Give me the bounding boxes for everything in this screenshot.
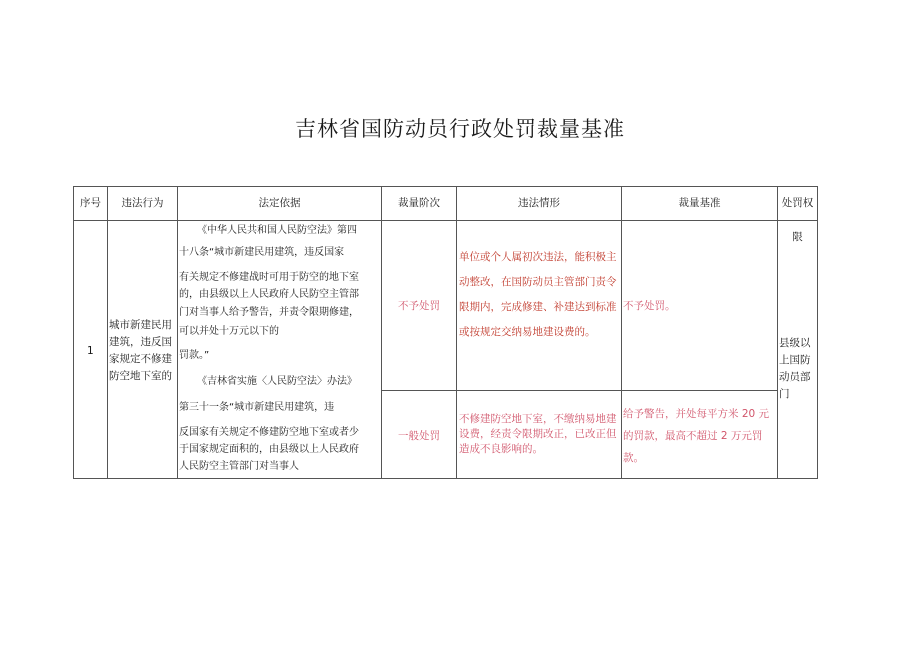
basis-line: 可以并处十万元以下的	[179, 326, 279, 337]
basis-line: 罚款。”	[179, 350, 210, 361]
document-title: 吉林省国防动员行政处罚裁量基准	[295, 117, 625, 141]
basis-line: 的，由县级以上人民政府人民防空主管部	[179, 289, 359, 300]
level-no-penalty: 不予处罚	[398, 300, 440, 312]
violation-act: 城市新建民用建筑，违反国家规定不修建防空地下室的	[109, 319, 172, 382]
header-act: 违法行为	[121, 197, 164, 209]
basis-line: 《中华人民共和国人民防空法》第四	[197, 225, 357, 236]
basis-line: 于国家规定面积的，由县级以上人民政府	[179, 444, 359, 455]
header-authority: 处罚权限	[781, 197, 814, 243]
standard-no-penalty: 不予处罚。	[623, 300, 676, 312]
penalty-authority: 县级以上国防动员部门	[779, 337, 811, 400]
standard-general-penalty: 给予警告，并处每平方米 20 元的罚款，最高不超过 2 万元罚款。	[623, 408, 770, 464]
header-seq: 序号	[80, 197, 101, 209]
circumstance-no-penalty: 单位或个人属初次违法，能积极主动整改，在国防动员主管部门责令限期内，完成修建、补建达到标准或按规定交纳易地建设费的。	[459, 251, 617, 338]
row-seq: 1	[87, 345, 94, 357]
basis-line: 反国家有关规定不修建防空地下室或者少	[179, 427, 359, 438]
header-basis: 法定依据	[258, 197, 301, 209]
basis-line: 《吉林省实施〈人民防空法〉办法》	[197, 376, 357, 387]
circumstance-general-penalty: 不修建防空地下室，不缴纳易地建设费，经责令限期改正，已改正但造成不良影响的。	[459, 413, 617, 455]
header-circumstance: 违法情形	[518, 197, 560, 209]
basis-line: 十八条“城市新建民用建筑，违反国家	[179, 247, 345, 258]
header-standard: 裁量基准	[678, 197, 721, 209]
basis-line: 人民防空主管部门对当事人	[179, 461, 299, 472]
basis-line: 第三十一条“城市新建民用建筑，违	[179, 402, 335, 413]
level-general-penalty: 一般处罚	[398, 430, 440, 442]
basis-line: 有关规定不修建战时可用于防空的地下室	[179, 272, 359, 283]
basis-line: 门对当事人给予警告，并责令限期修建，	[179, 307, 359, 318]
header-level: 裁量阶次	[398, 197, 440, 209]
